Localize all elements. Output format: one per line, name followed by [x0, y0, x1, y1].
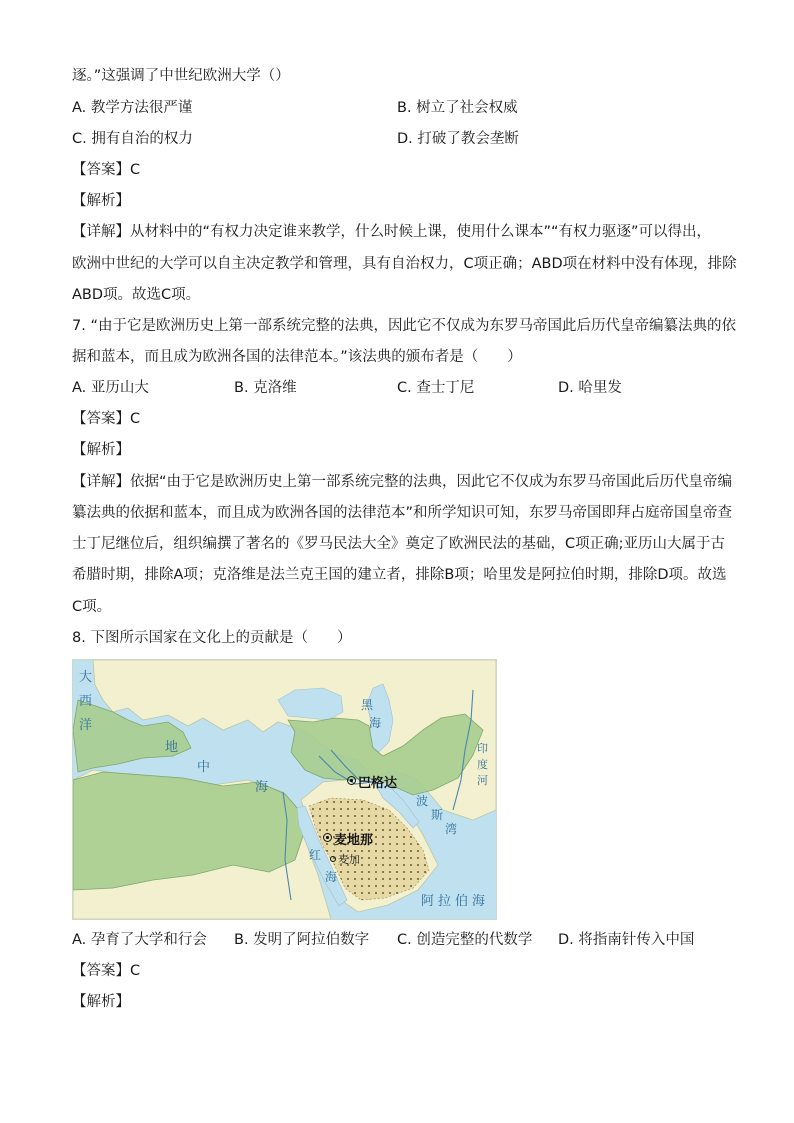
q7-stem-line-1: 7. “由于它是欧洲历史上第一部系统完整的法典，因此它不仅成为东罗马帝国此后历代皇帝编纂法典的依	[72, 318, 736, 334]
label-medina: 麦地那	[334, 833, 374, 848]
label-indus-3: 河	[477, 774, 488, 787]
label-indus-1: 印	[477, 742, 488, 755]
q7-answer: 【答案】C	[72, 411, 141, 427]
q8-option-a[interactable]: A. 孕育了大学和行会	[72, 932, 207, 948]
q7-option-d[interactable]: D. 哈里发	[558, 380, 622, 396]
label-med-1: 地	[165, 740, 179, 755]
q7-detail-line-4: 希腊时期，排除A项；克洛维是法兰克王国的建立者，排除B项；哈里发是阿拉伯时期，排除D项。故选	[72, 567, 727, 583]
city-marker-mecca	[330, 856, 336, 862]
label-red-2: 海	[325, 870, 338, 884]
city-marker-baghdad	[347, 776, 356, 785]
map-svg	[73, 660, 496, 919]
q7-detail-line-3: 士丁尼继位后，组织编撰了著名的《罗马民法大全》奠定了欧洲民法的基础，C项正确;亚历山大属于古	[72, 536, 726, 552]
q7-detail-line-5: C项。	[72, 599, 112, 615]
q7-option-b[interactable]: B. 克洛维	[234, 380, 297, 396]
arab-empire-map	[72, 659, 497, 920]
label-black-2: 海	[369, 716, 382, 730]
label-med-3: 海	[255, 780, 269, 795]
label-red-1: 红	[309, 848, 322, 862]
q8-option-c[interactable]: C. 创造完整的代数学	[397, 932, 533, 948]
q8-answer: 【答案】C	[72, 963, 141, 979]
label-arabian-sea: 阿拉伯海	[421, 894, 490, 909]
q7-detail-line-1: 【详解】依据“由于它是欧洲历史上第一部系统完整的法典，因此它不仅成为东罗马帝国此后历代皇帝编	[72, 474, 733, 490]
q7-analysis-label: 【解析】	[72, 442, 130, 458]
q6-option-a[interactable]: A. 教学方法很严谨	[72, 100, 193, 116]
q6-option-d[interactable]: D. 打破了教会垄断	[397, 131, 519, 147]
stem-line: 逐。”这强调了中世纪欧洲大学（）	[72, 68, 290, 84]
label-persian-2: 斯	[431, 808, 444, 822]
label-baghdad: 巴格达	[358, 776, 398, 791]
q6-option-b[interactable]: B. 树立了社会权威	[397, 100, 518, 116]
label-indus-2: 度	[477, 758, 488, 771]
q6-answer: 【答案】C	[72, 162, 141, 178]
label-persian-1: 波	[416, 794, 429, 808]
q6-detail-line-2: 欧洲中世纪的大学可以自主决定教学和管理，具有自治权力，C项正确；ABD项在材料中没有体现，排除	[72, 256, 737, 272]
city-marker-medina	[323, 833, 332, 842]
q7-detail-line-2: 纂法典的依据和蓝本，而且成为欧洲各国的法律范本”和所学知识可知，东罗马帝国即拜占庭帝国皇帝查	[72, 505, 733, 521]
q6-detail-line-1: 【详解】从材料中的“有权力决定谁来教学，什么时候上课，使用什么课本”“有权力驱逐”可以得出，	[72, 224, 712, 240]
q7-option-c[interactable]: C. 查士丁尼	[397, 380, 475, 396]
label-persian-3: 湾	[445, 822, 458, 836]
label-atlantic-1: 大	[79, 670, 93, 685]
q8-option-d[interactable]: D. 将指南针传入中国	[558, 932, 695, 948]
q8-option-b[interactable]: B. 发明了阿拉伯数字	[234, 932, 370, 948]
q6-detail-line-3: ABD项。故选C项。	[72, 287, 201, 303]
label-black-1: 黑	[361, 698, 374, 712]
label-atlantic-3: 洋	[79, 718, 93, 733]
q7-stem-line-2: 据和蓝本，而且成为欧洲各国的法律范本。”该法典的颁布者是（ ）	[72, 349, 522, 365]
label-med-2: 中	[197, 760, 211, 775]
q7-option-a[interactable]: A. 亚历山大	[72, 380, 149, 396]
q6-analysis-label: 【解析】	[72, 193, 130, 209]
q6-option-c[interactable]: C. 拥有自治的权力	[72, 131, 193, 147]
q8-analysis-label: 【解析】	[72, 994, 130, 1010]
label-atlantic-2: 西	[79, 694, 93, 709]
q8-stem: 8. 下图所示国家在文化上的贡献是（ ）	[72, 630, 352, 646]
label-mecca: 麦加	[338, 853, 360, 866]
